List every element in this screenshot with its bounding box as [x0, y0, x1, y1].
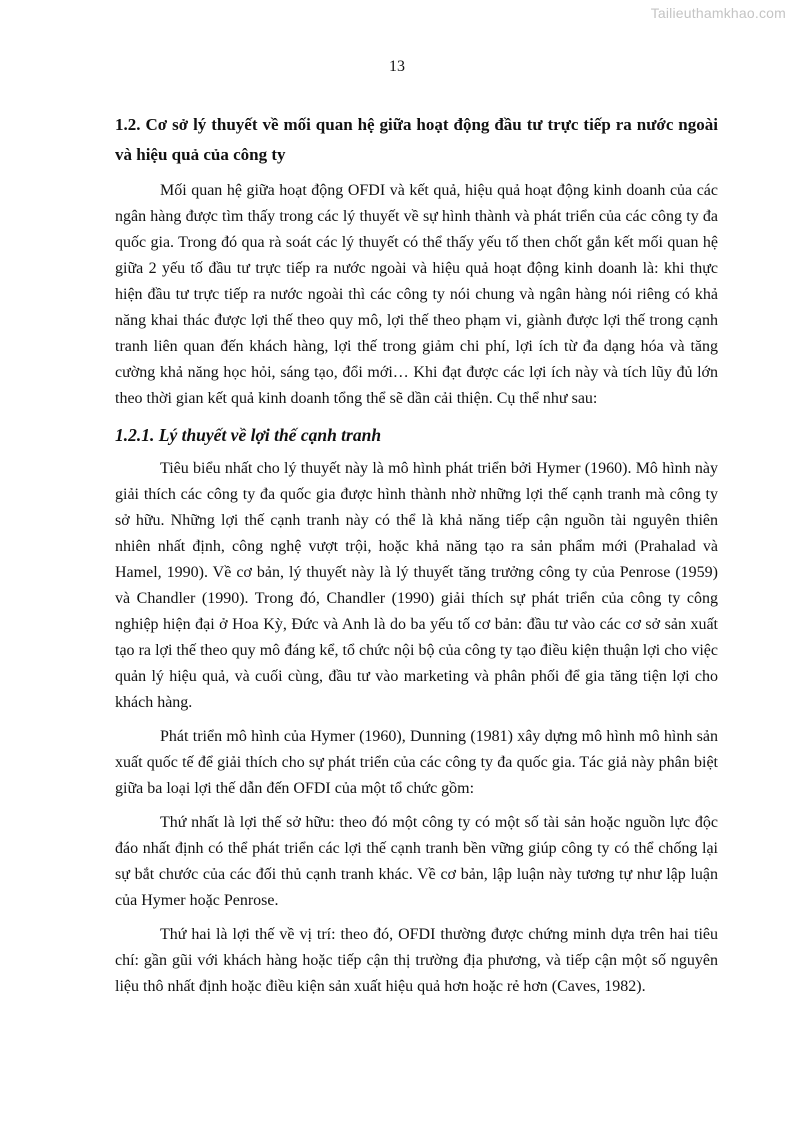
paragraph-location-advantage: Thứ hai là lợi thế về vị trí: theo đó, OFDI thường được chứng minh dựa trên hai tiêu chí: gần gũi với khách hàng hoặc tiếp cận thị trường địa phương, và tiếp cận một số nguyên liệu thô nhất định hoặc điều kiện sản xuất hiệu quả hơn hoặc rẻ hơn (Caves, 1982). — [115, 926, 718, 995]
paragraph-ownership-advantage: Thứ nhất là lợi thế sở hữu: theo đó một công ty có một số tài sản hoặc nguồn lực độc đáo nhất định có thể phát triển các lợi thế cạnh tranh bền vững giúp công ty có thể chống lại sự bắt chước của các đối thủ cạnh tranh khác. Về cơ bản, lập luận này tương tự như lập luận của Hymer hoặc Penrose. — [115, 814, 718, 909]
intro-paragraph: Mối quan hệ giữa hoạt động OFDI và kết quả, hiệu quả hoạt động kinh doanh của các ngân hàng được tìm thấy trong các lý thuyết về sự hình thành và phát triển của các công ty đa quốc gia. Trong đó qua rà soát các lý thuyết có thể thấy yếu tố then chốt gắn kết mối quan hệ giữa 2 yếu tố đầu tư trực tiếp ra nước ngoài và hiệu quả hoạt động kinh doanh là: khi thực hiện đầu tư trực tiếp ra nước ngoài thì các công ty nói chung và ngân hàng nói riêng có khả năng khai thác được lợi thế theo quy mô, lợi thế theo phạm vi, giành được lợi thế trong cạnh tranh liên quan đến khách hàng, lợi thế trong giảm chi phí, lợi ích từ đa dạng hóa và tăng cường khả năng học hỏi, sáng tạo, đổi mới… Khi đạt được các lợi ích này và tích lũy đủ lớn theo thời gian kết quả kinh doanh tổng thể sẽ dần cải thiện. Cụ thể như sau: — [115, 182, 718, 407]
page-number: 13 — [389, 58, 405, 75]
subsection-heading: 1.2.1. Lý thuyết về lợi thế cạnh tranh — [115, 425, 382, 445]
section-heading: 1.2. Cơ sở lý thuyết về mối quan hệ giữa hoạt động đầu tư trực tiếp ra nước ngoài và hiệu quả của công ty — [115, 115, 718, 164]
paragraph-hymer: Tiêu biểu nhất cho lý thuyết này là mô hình phát triển bởi Hymer (1960). Mô hình này giải thích các công ty đa quốc gia được hình thành nhờ những lợi thế cạnh tranh mà công ty sở hữu. Những lợi thế cạnh tranh này có thể là khả năng tiếp cận nguồn tài nguyên thiên nhiên nhất định, công nghệ vượt trội, hoặc khả năng tạo ra sản phẩm mới (Prahalad và Hamel, 1990). Về cơ bản, lý thuyết này là lý thuyết tăng trưởng công ty của Penrose (1959) và Chandler (1990). Trong đó, Chandler (1990) giải thích sự phát triển của công ty công nghiệp hiện đại ở Hoa Kỳ, Đức và Anh là do ba yếu tố cơ bản: đầu tư vào các cơ sở sản xuất tạo ra lợi thế theo quy mô đáng kể, tổ chức nội bộ của công ty tạo điều kiện thuận lợi cho việc quản lý hiệu quả, và cuối cùng, đầu tư vào marketing và phân phối để gia tăng tiện lợi cho khách hàng. — [115, 460, 718, 711]
paragraph-dunning: Phát triển mô hình của Hymer (1960), Dunning (1981) xây dựng mô hình mô hình sản xuất quốc tế để giải thích cho sự phát triển của các công ty đa quốc gia. Tác giả này phân biệt giữa ba loại lợi thế dẫn đến OFDI của một tổ chức gồm: — [115, 728, 718, 797]
document-body — [115, 110, 718, 1008]
watermark: Tailieuthamkhao.com — [650, 5, 786, 21]
